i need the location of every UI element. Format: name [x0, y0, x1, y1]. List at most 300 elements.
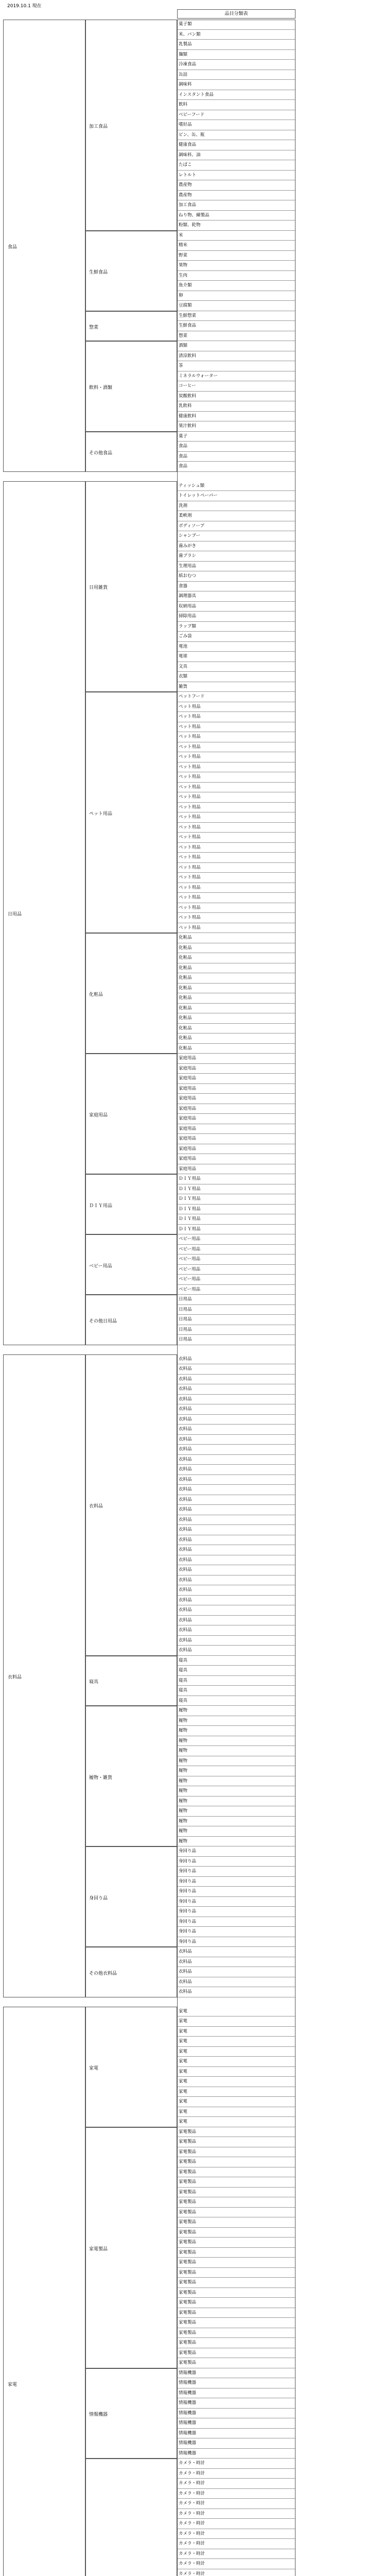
table-row: 履物 — [177, 1806, 295, 1817]
subcategory-label: 寝具 — [89, 1680, 99, 1685]
subcategory-cell — [85, 20, 177, 231]
table-row: ペットフード — [177, 692, 295, 702]
table-row: 家電製品 — [177, 2177, 295, 2188]
table-row: 履物 — [177, 1837, 295, 1847]
table-row: 衣料品 — [177, 1395, 295, 1405]
table-row: 柔軟剤 — [177, 511, 295, 521]
table-row: カメラ・時計 — [177, 2459, 295, 2469]
table-row: 生鮮食品 — [177, 321, 295, 331]
table-row: 家電製品 — [177, 2127, 295, 2138]
subcategory-cell — [85, 341, 177, 432]
table-row: カメラ・時計 — [177, 2549, 295, 2560]
table-row: 家電 — [177, 2097, 295, 2107]
category-label: 家電 — [8, 2382, 18, 2387]
table-row: 衣料品 — [177, 1515, 295, 1526]
table-row: 家庭用品 — [177, 1054, 295, 1064]
table-row: 家電製品 — [177, 2338, 295, 2348]
item-column-outline — [177, 20, 295, 2576]
table-row: 乳製品 — [177, 40, 295, 50]
table-row: 食品 — [177, 442, 295, 452]
table-row: 衣料品 — [177, 1455, 295, 1465]
subcategory-cell — [85, 1354, 177, 1656]
table-row: 衣料品 — [177, 1596, 295, 1606]
table-row: 嗜好品 — [177, 120, 295, 130]
table-row: 農産物 — [177, 180, 295, 191]
table-row: 家電 — [177, 2016, 295, 2027]
table-row: 家電 — [177, 2037, 295, 2047]
table-row: ペット用品 — [177, 702, 295, 713]
table-row: 衣料品 — [177, 1354, 295, 1365]
table-row: ペット用品 — [177, 762, 295, 773]
table-row: 家電製品 — [177, 2298, 295, 2308]
table-row: 卵 — [177, 291, 295, 301]
table-row: 身回り品 — [177, 1907, 295, 1917]
subcategory-cell — [85, 311, 177, 342]
table-row: 衣料品 — [177, 1505, 295, 1515]
table-row: ペット用品 — [177, 783, 295, 793]
table-row: たばこ — [177, 160, 295, 171]
table-row: カメラ・時計 — [177, 2539, 295, 2549]
table-row: 茶 — [177, 361, 295, 371]
subcategory-cell — [85, 432, 177, 472]
table-row: 化粧品 — [177, 984, 295, 994]
table-row: ベビー用品 — [177, 1255, 295, 1265]
table-row: 加工食品 — [177, 200, 295, 211]
table-row: 履物 — [177, 1756, 295, 1767]
table-row: 履物 — [177, 1797, 295, 1807]
table-row: ラップ類 — [177, 622, 295, 632]
subcategory-label: ベビー用品 — [89, 1263, 112, 1269]
table-row: 寝具 — [177, 1656, 295, 1666]
table-row: 歯ブラシ — [177, 551, 295, 562]
table-row: 衣料品 — [177, 1495, 295, 1505]
table-row: 菓子類 — [177, 20, 295, 30]
table-row: シャンプー — [177, 531, 295, 541]
table-row: 履物 — [177, 1716, 295, 1726]
table-row: ねり物、練製品 — [177, 211, 295, 221]
table-row: 電池 — [177, 642, 295, 652]
table-row: 家庭用品 — [177, 1124, 295, 1134]
subcategory-label: その他衣料品 — [89, 1971, 117, 1976]
table-row: 粉類、乾物 — [177, 221, 295, 231]
table-row: 衣料品 — [177, 1977, 295, 1988]
table-row: 履物 — [177, 1826, 295, 1837]
table-row: 衣料品 — [177, 1616, 295, 1626]
table-row: 衣料品 — [177, 1646, 295, 1656]
table-row: ボディソープ — [177, 521, 295, 532]
table-row: ペット用品 — [177, 913, 295, 923]
table-row: 履物 — [177, 1706, 295, 1716]
table-row: ＤＩＹ用品 — [177, 1174, 295, 1184]
table-row: 寝具 — [177, 1686, 295, 1696]
subcategory-cell — [85, 933, 177, 1054]
table-row: 家電製品 — [177, 2208, 295, 2218]
table-row: ペット用品 — [177, 923, 295, 934]
table-row: 家電 — [177, 2057, 295, 2067]
table-row: 冷凍食品 — [177, 60, 295, 70]
table-row: 履物 — [177, 1776, 295, 1787]
table-row: 食器 — [177, 582, 295, 592]
table-row: 衣料品 — [177, 1404, 295, 1415]
table-row: 日用品 — [177, 1315, 295, 1325]
subcategory-label: 日用雑貨 — [89, 585, 108, 591]
subcategory-cell — [85, 231, 177, 311]
category-cell — [3, 2007, 85, 2576]
table-row: 家庭用品 — [177, 1094, 295, 1104]
table-row: 衣料品 — [177, 1435, 295, 1445]
table-row: 雑貨 — [177, 682, 295, 692]
subcategory-label: 化粧品 — [89, 992, 103, 997]
table-row: ペット用品 — [177, 843, 295, 853]
table-row: ペット用品 — [177, 863, 295, 873]
category-cell — [3, 481, 85, 1345]
table-row: ペット用品 — [177, 803, 295, 813]
table-row: 文具 — [177, 662, 295, 672]
subcategory-label: 情報機器 — [89, 2412, 108, 2418]
table-row: 生理用品 — [177, 562, 295, 572]
table-row: 衣料品 — [177, 1967, 295, 1977]
table-row: カメラ・時計 — [177, 2489, 295, 2499]
table-row: 衣料品 — [177, 1636, 295, 1646]
table-row: 家電製品 — [177, 2278, 295, 2288]
table-row: ＤＩＹ用品 — [177, 1184, 295, 1195]
subcategory-label: 家電 — [89, 2065, 99, 2071]
table-row: 化粧品 — [177, 943, 295, 954]
table-row: 家電製品 — [177, 2318, 295, 2328]
table-row: トイレットペーパー — [177, 491, 295, 501]
table-row: 衣料品 — [177, 1425, 295, 1435]
table-row: 家電製品 — [177, 2248, 295, 2258]
table-row: 家庭用品 — [177, 1074, 295, 1084]
table-row: 身回り品 — [177, 1897, 295, 1907]
subcategory-label: ＤＩＹ用品 — [89, 1203, 113, 1209]
table-row: 日用品 — [177, 1325, 295, 1335]
table-row: 衣料品 — [177, 1605, 295, 1616]
table-row: ペット用品 — [177, 903, 295, 913]
table-row: 履物 — [177, 1766, 295, 1776]
table-row: 寝具 — [177, 1676, 295, 1686]
table-row: 掃除用品 — [177, 612, 295, 622]
table-row: 調理器具 — [177, 591, 295, 602]
table-row: カメラ・時計 — [177, 2509, 295, 2519]
table-row: ＤＩＹ用品 — [177, 1194, 295, 1205]
table-row: 家電 — [177, 2067, 295, 2077]
subcategory-label: 生鮮食品 — [89, 269, 108, 275]
table-row: 履物 — [177, 1726, 295, 1736]
table-row: 家電 — [177, 2027, 295, 2037]
subcategory-cell — [85, 1234, 177, 1295]
table-row: 豆腐類 — [177, 301, 295, 311]
table-row: 情報機器 — [177, 2378, 295, 2388]
table-row: 缶詰 — [177, 70, 295, 80]
table-row: 衣料品 — [177, 1465, 295, 1475]
table-row: 身回り品 — [177, 1857, 295, 1867]
subcategory-cell — [85, 1656, 177, 1706]
table-row: 精米 — [177, 241, 295, 251]
table-row: 家電製品 — [177, 2147, 295, 2158]
table-row: 情報機器 — [177, 2409, 295, 2419]
category-cell — [3, 20, 85, 472]
table-row: 家電 — [177, 2007, 295, 2017]
table-row: 生鮮惣菜 — [177, 311, 295, 321]
table-row: 化粧品 — [177, 1004, 295, 1014]
table-row: ペット用品 — [177, 722, 295, 733]
table-row: 衣類 — [177, 672, 295, 682]
table-row: 家電製品 — [177, 2238, 295, 2248]
subcategory-label: 家電製品 — [89, 2246, 108, 2252]
table-row: 乳飲料 — [177, 401, 295, 412]
table-row: 衣料品 — [177, 1555, 295, 1566]
table-row: ビン、缶、瓶 — [177, 130, 295, 141]
table-row: 家電製品 — [177, 2197, 295, 2208]
table-row: 清涼飲料 — [177, 351, 295, 362]
table-row: ＤＩＹ用品 — [177, 1225, 295, 1235]
subcategory-label: 惣菜 — [89, 325, 99, 330]
table-row: 衣料品 — [177, 1415, 295, 1425]
table-row: 家庭用品 — [177, 1134, 295, 1144]
table-row: ベビー用品 — [177, 1234, 295, 1245]
table-row: 調味料、油 — [177, 150, 295, 161]
table-row: インスタント食品 — [177, 90, 295, 100]
table-row: 身回り品 — [177, 1937, 295, 1947]
table-row: 衣料品 — [177, 1947, 295, 1957]
table-row: 情報機器 — [177, 2429, 295, 2439]
table-row: 生肉 — [177, 271, 295, 281]
table-row: 家庭用品 — [177, 1064, 295, 1074]
table-row: 寝具 — [177, 1696, 295, 1706]
table-row: 衣料品 — [177, 1625, 295, 1636]
table-row: 情報機器 — [177, 2438, 295, 2449]
table-row: 家電製品 — [177, 2167, 295, 2178]
table-row: 衣料品 — [177, 1545, 295, 1555]
subcategory-cell — [85, 1947, 177, 1997]
table-row: 飲料 — [177, 100, 295, 110]
subcategory-cell — [85, 1054, 177, 1174]
table-row: 日用品 — [177, 1335, 295, 1345]
table-row: 化粧品 — [177, 973, 295, 984]
table-row: 化粧品 — [177, 1024, 295, 1034]
table-row: ペット用品 — [177, 742, 295, 753]
table-row: 身回り品 — [177, 1867, 295, 1877]
table-row: 家電 — [177, 2087, 295, 2097]
subcategory-cell — [85, 2007, 177, 2127]
table-row: ペット用品 — [177, 792, 295, 803]
table-row: 家電製品 — [177, 2228, 295, 2238]
table-row: ベビー用品 — [177, 1285, 295, 1295]
table-row: ミネラルウォーター — [177, 371, 295, 382]
table-row: ベビー用品 — [177, 1245, 295, 1255]
table-row: 歯みがき — [177, 541, 295, 552]
table-row: 衣料品 — [177, 1375, 295, 1385]
subcategory-label: 衣料品 — [89, 1504, 103, 1509]
table-row: ペット用品 — [177, 732, 295, 742]
table-row: 家電 — [177, 2107, 295, 2117]
table-row: 果物 — [177, 261, 295, 271]
subcategory-label: その他日用品 — [89, 1318, 117, 1324]
table-row: ティッシュ類 — [177, 481, 295, 492]
table-row: 身回り品 — [177, 1887, 295, 1897]
table-row: 農産物 — [177, 191, 295, 201]
category-label: 日用品 — [8, 912, 22, 917]
column-header: 品目分類表 — [177, 9, 295, 19]
table-row: 化粧品 — [177, 953, 295, 963]
table-row: 家庭用品 — [177, 1104, 295, 1114]
table-row: コーヒー — [177, 381, 295, 392]
table-row: カメラ・時計 — [177, 2469, 295, 2479]
table-row: 家電製品 — [177, 2308, 295, 2318]
table-row: 炭酸飲料 — [177, 392, 295, 402]
table-row: ペット用品 — [177, 712, 295, 722]
table-row: 衣料品 — [177, 1565, 295, 1575]
table-row: 家電製品 — [177, 2137, 295, 2147]
table-row: カメラ・時計 — [177, 2499, 295, 2509]
table-row: 米 — [177, 231, 295, 241]
table-row: ごみ袋 — [177, 632, 295, 642]
table-row: 健康食品 — [177, 140, 295, 150]
table-row: 身回り品 — [177, 1917, 295, 1927]
table-row: 情報機器 — [177, 2368, 295, 2379]
table-row: 履物 — [177, 1746, 295, 1756]
table-row: 家庭用品 — [177, 1114, 295, 1124]
table-row: 家電製品 — [177, 2348, 295, 2359]
table-row: 衣料品 — [177, 1485, 295, 1495]
table-row: レトルト — [177, 171, 295, 181]
table-row: 化粧品 — [177, 933, 295, 943]
table-row: 家庭用品 — [177, 1164, 295, 1175]
table-row: 家電 — [177, 2117, 295, 2127]
table-row: 情報機器 — [177, 2418, 295, 2429]
table-row: 食品 — [177, 452, 295, 462]
table-row: 化粧品 — [177, 1044, 295, 1054]
subcategory-cell — [85, 1295, 177, 1345]
table-row: 寝具 — [177, 1666, 295, 1676]
table-row: 野菜 — [177, 251, 295, 261]
subcategory-cell — [85, 2127, 177, 2368]
subcategory-label: 身回り品 — [89, 1895, 108, 1901]
subcategory-label: 加工食品 — [89, 124, 108, 129]
table-row: 衣料品 — [177, 1585, 295, 1596]
table-row: ペット用品 — [177, 873, 295, 883]
table-row: 家電製品 — [177, 2258, 295, 2268]
table-row: 魚介類 — [177, 281, 295, 291]
table-row: 日用品 — [177, 1305, 295, 1315]
table-row: 健康飲料 — [177, 412, 295, 422]
table-row: ＤＩＹ用品 — [177, 1205, 295, 1215]
table-row: 家電 — [177, 2047, 295, 2057]
table-row: ペット用品 — [177, 752, 295, 762]
table-row: ベビーフード — [177, 110, 295, 121]
table-row: 電球 — [177, 652, 295, 662]
table-row: ペット用品 — [177, 833, 295, 843]
subcategory-cell — [85, 1174, 177, 1234]
table-row: 履物 — [177, 1817, 295, 1827]
table-row: 家電製品 — [177, 2328, 295, 2338]
table-row: 調味料 — [177, 80, 295, 90]
table-row: 家電製品 — [177, 2288, 295, 2298]
table-row: 衣料品 — [177, 1987, 295, 1997]
table-row: ペット用品 — [177, 883, 295, 893]
table-row: 衣料品 — [177, 1445, 295, 1455]
table-row: ペット用品 — [177, 812, 295, 823]
header-text: 2019.10.1 現在 — [7, 4, 42, 9]
table-row: ペット用品 — [177, 772, 295, 783]
subcategory-label: ペット用品 — [89, 811, 113, 817]
table-row: 衣料品 — [177, 1575, 295, 1586]
table-row: 惣菜 — [177, 331, 295, 342]
table-row: 情報機器 — [177, 2388, 295, 2399]
table-row: 家電 — [177, 2077, 295, 2087]
table-row: 家電製品 — [177, 2358, 295, 2368]
table-row: 洗剤 — [177, 501, 295, 512]
table-row: 家電製品 — [177, 2188, 295, 2198]
category-cell — [3, 1354, 85, 1997]
table-row: 情報機器 — [177, 2398, 295, 2409]
table-row: 日用品 — [177, 1295, 295, 1305]
table-row: 酒類 — [177, 341, 295, 351]
table-row: 身回り品 — [177, 1927, 295, 1937]
table-row: 化粧品 — [177, 963, 295, 974]
table-row: ペット用品 — [177, 853, 295, 863]
table-row: 果汁飲料 — [177, 421, 295, 432]
category-label: 衣料品 — [8, 1674, 22, 1680]
table-row: 麺類 — [177, 50, 295, 60]
table-row: 収納用品 — [177, 602, 295, 612]
table-row: 履物 — [177, 1736, 295, 1747]
subcategory-cell — [85, 1706, 177, 1846]
table-row: 衣料品 — [177, 1957, 295, 1968]
category-label: 食品 — [8, 244, 18, 250]
table-row: 化粧品 — [177, 993, 295, 1004]
table-row: カメラ・時計 — [177, 2569, 295, 2576]
table-row: 米、パン類 — [177, 30, 295, 40]
table-row: ペット用品 — [177, 823, 295, 833]
table-row: 身回り品 — [177, 1877, 295, 1887]
table-row: 衣料品 — [177, 1525, 295, 1535]
table-row: 化粧品 — [177, 1033, 295, 1044]
table-row: 菓子 — [177, 432, 295, 442]
table-row: 衣料品 — [177, 1364, 295, 1375]
table-row: 家電製品 — [177, 2157, 295, 2167]
table-row: 家電製品 — [177, 2268, 295, 2278]
table-row: 衣料品 — [177, 1475, 295, 1485]
table-row: カメラ・時計 — [177, 2559, 295, 2569]
table-row: 家庭用品 — [177, 1154, 295, 1164]
subcategory-label: 履物・雑貨 — [89, 1775, 113, 1781]
table-row: 情報機器 — [177, 2449, 295, 2459]
table-row: 家電製品 — [177, 2217, 295, 2228]
table-row: 家庭用品 — [177, 1084, 295, 1094]
table-row: 履物 — [177, 1786, 295, 1797]
subcategory-cell — [85, 2459, 177, 2576]
table-row: カメラ・時計 — [177, 2479, 295, 2489]
table-row: ＤＩＹ用品 — [177, 1214, 295, 1225]
subcategory-cell — [85, 2368, 177, 2459]
subcategory-cell — [85, 692, 177, 933]
table-row: 化粧品 — [177, 1013, 295, 1024]
table-row: ペット用品 — [177, 893, 295, 903]
table-row: ベビー用品 — [177, 1265, 295, 1275]
table-row: ベビー用品 — [177, 1275, 295, 1285]
subcategory-label: その他食品 — [89, 450, 113, 456]
subcategory-cell — [85, 481, 177, 692]
table-row: カメラ・時計 — [177, 2529, 295, 2539]
subcategory-label: 家庭用品 — [89, 1113, 108, 1118]
table-row: 衣料品 — [177, 1535, 295, 1546]
subcategory-label: 飲料・酒類 — [89, 385, 113, 391]
table-row: カメラ・時計 — [177, 2519, 295, 2529]
table-row: 食品 — [177, 462, 295, 472]
table-row: 紙おむつ — [177, 571, 295, 582]
